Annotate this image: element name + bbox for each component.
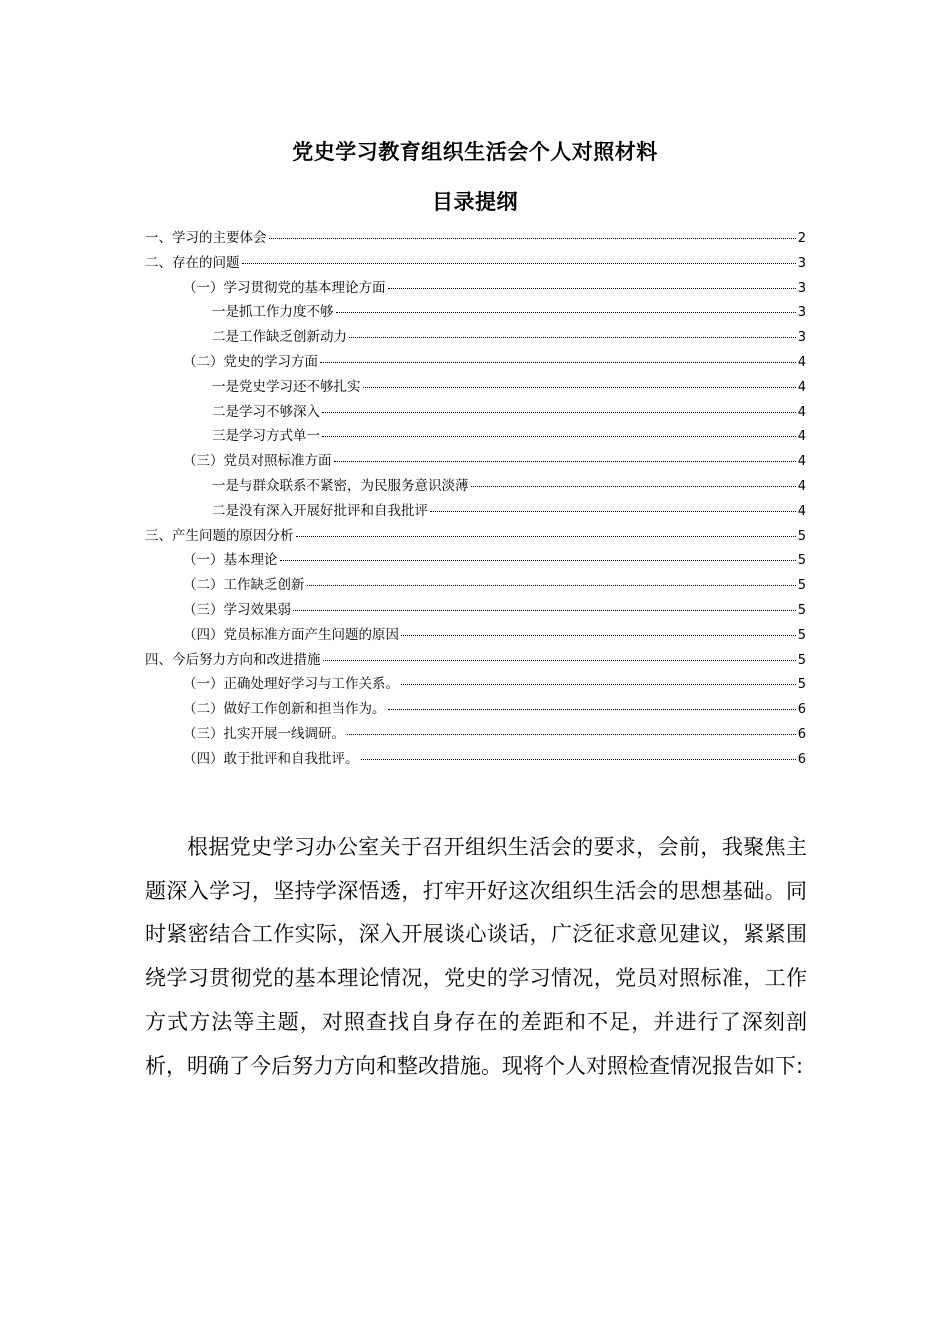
body-paragraph: 根据党史学习办公室关于召开组织生活会的要求，会前，我聚焦主题深入学习，坚持学深悟透，打牢开好这次组织生活会的思想基础。同时紧密结合工作实际，深入开展谈心谈话，广泛征求意见建议，紧紧围绕学习贯彻党的基本理论情况，党史的学习情况，党员对照标准，工作方式方法等主题，对照查找自身存在的差距和不足，并进行了深刻剖析，明确了今后努力方向和整改措施。现将个人对照检查情况报告如下: bbox=[145, 835, 807, 1078]
toc-page-number: 5 bbox=[797, 627, 806, 643]
toc-page-number: 5 bbox=[797, 578, 806, 594]
toc-page-number: 4 bbox=[797, 454, 806, 470]
toc-entry-text: 一、学习的主要体会 bbox=[145, 230, 267, 246]
toc-dot-leader bbox=[430, 511, 796, 512]
toc-entry[interactable] bbox=[145, 325, 806, 350]
toc-entry[interactable] bbox=[145, 375, 806, 400]
toc-heading: 目录提纲 bbox=[432, 190, 518, 214]
toc-entry-text: 三是学习方式单一 bbox=[212, 428, 320, 445]
toc-entry-text: （三）扎实开展一线调研。 bbox=[183, 725, 345, 742]
toc-page-number: 3 bbox=[797, 305, 806, 321]
toc-dot-leader bbox=[242, 263, 796, 264]
toc-entry-text: 二是没有深入开展好批评和自我批评 bbox=[212, 502, 428, 519]
toc-dot-leader bbox=[349, 337, 796, 338]
toc-dot-leader bbox=[320, 362, 796, 363]
toc-page-number: 4 bbox=[797, 478, 806, 494]
toc-dot-leader bbox=[269, 238, 796, 239]
toc-entry-text: （二）党史的学习方面 bbox=[183, 353, 318, 370]
toc-dot-leader bbox=[388, 288, 796, 289]
toc-entry-text: 一是与群众联系不紧密，为民服务意识淡薄 bbox=[212, 477, 469, 494]
toc-entry-text: （一）正确处理好学习与工作关系。 bbox=[183, 676, 399, 693]
toc-entry-text: 二是工作缺乏创新动力 bbox=[212, 329, 347, 346]
toc-dot-leader bbox=[361, 759, 796, 760]
toc-entry-text: （二）做好工作创新和担当作为。 bbox=[183, 701, 386, 718]
toc-dot-leader bbox=[471, 486, 796, 487]
toc-page-number: 6 bbox=[797, 751, 806, 767]
toc-dot-leader bbox=[296, 536, 796, 537]
toc-entry-text: 二、存在的问题 bbox=[145, 254, 240, 271]
toc-dot-leader bbox=[280, 560, 796, 561]
toc-page-number: 5 bbox=[797, 528, 806, 544]
toc-page-number: 3 bbox=[797, 280, 806, 296]
toc-entry[interactable] bbox=[145, 251, 806, 276]
toc-entry[interactable] bbox=[145, 524, 806, 549]
toc-entry-text: （一）学习贯彻党的基本理论方面 bbox=[183, 279, 386, 296]
toc-page-number: 5 bbox=[797, 652, 806, 668]
toc-entry-text: （一）基本理论 bbox=[183, 552, 278, 569]
toc-page-number: 4 bbox=[797, 379, 806, 395]
toc-entry[interactable] bbox=[145, 350, 806, 375]
toc-entry-text: 一是抓工作力度不够 bbox=[212, 304, 334, 321]
toc-page-number: 6 bbox=[797, 702, 806, 718]
toc-entry[interactable] bbox=[145, 747, 806, 772]
toc-entry[interactable] bbox=[145, 449, 806, 474]
toc-dot-leader bbox=[388, 709, 796, 710]
toc-page-number: 4 bbox=[797, 354, 806, 370]
toc-dot-leader bbox=[307, 585, 796, 586]
document-title: 党史学习教育组织生活会个人对照材料 bbox=[292, 140, 658, 164]
toc-entry-text: （二）工作缺乏创新 bbox=[183, 577, 305, 594]
toc-entry-text: 二是学习不够深入 bbox=[212, 403, 320, 420]
toc-entry[interactable] bbox=[145, 474, 806, 499]
toc-dot-leader bbox=[347, 734, 796, 735]
toc-entry[interactable] bbox=[145, 573, 806, 598]
toc-entry-text: （三）党员对照标准方面 bbox=[183, 453, 332, 470]
toc-page-number: 5 bbox=[797, 602, 806, 618]
toc-entry[interactable] bbox=[145, 226, 806, 251]
toc-entry[interactable] bbox=[145, 548, 806, 573]
table-of-contents bbox=[145, 226, 806, 772]
toc-entry[interactable] bbox=[145, 499, 806, 524]
toc-entry[interactable] bbox=[145, 697, 806, 722]
toc-entry-text: （四）党员标准方面产生问题的原因 bbox=[183, 626, 399, 643]
toc-entry[interactable] bbox=[145, 672, 806, 697]
toc-page-number: 5 bbox=[797, 553, 806, 569]
toc-entry[interactable] bbox=[145, 722, 806, 747]
toc-dot-leader bbox=[322, 412, 796, 413]
toc-page-number: 4 bbox=[797, 404, 806, 420]
toc-page-number: 4 bbox=[797, 503, 806, 519]
toc-entry[interactable] bbox=[145, 598, 806, 623]
toc-page-number: 3 bbox=[797, 330, 806, 346]
toc-entry[interactable] bbox=[145, 424, 806, 449]
toc-entry[interactable] bbox=[145, 648, 806, 673]
toc-entry-text: 一是党史学习还不够扎实 bbox=[212, 378, 361, 395]
toc-entry-text: （三）学习效果弱 bbox=[183, 601, 291, 618]
toc-entry[interactable] bbox=[145, 400, 806, 425]
toc-entry[interactable] bbox=[145, 276, 806, 301]
toc-dot-leader bbox=[323, 660, 796, 661]
toc-dot-leader bbox=[336, 312, 796, 313]
toc-dot-leader bbox=[293, 610, 796, 611]
toc-page-number: 4 bbox=[797, 429, 806, 445]
toc-dot-leader bbox=[322, 436, 796, 437]
toc-entry[interactable] bbox=[145, 300, 806, 325]
toc-entry-text: （四）敢于批评和自我批评。 bbox=[183, 750, 359, 767]
toc-page-number: 3 bbox=[797, 255, 806, 271]
toc-entry[interactable] bbox=[145, 623, 806, 648]
toc-dot-leader bbox=[334, 461, 796, 462]
toc-dot-leader bbox=[401, 684, 796, 685]
toc-page-number: 2 bbox=[797, 231, 806, 246]
toc-entry-text: 三、产生问题的原因分析 bbox=[145, 527, 294, 544]
toc-page-number: 6 bbox=[797, 726, 806, 742]
toc-entry-text: 四、今后努力方向和改进措施 bbox=[145, 651, 321, 668]
toc-page-number: 5 bbox=[797, 677, 806, 693]
toc-dot-leader bbox=[363, 387, 796, 388]
toc-dot-leader bbox=[401, 635, 796, 636]
